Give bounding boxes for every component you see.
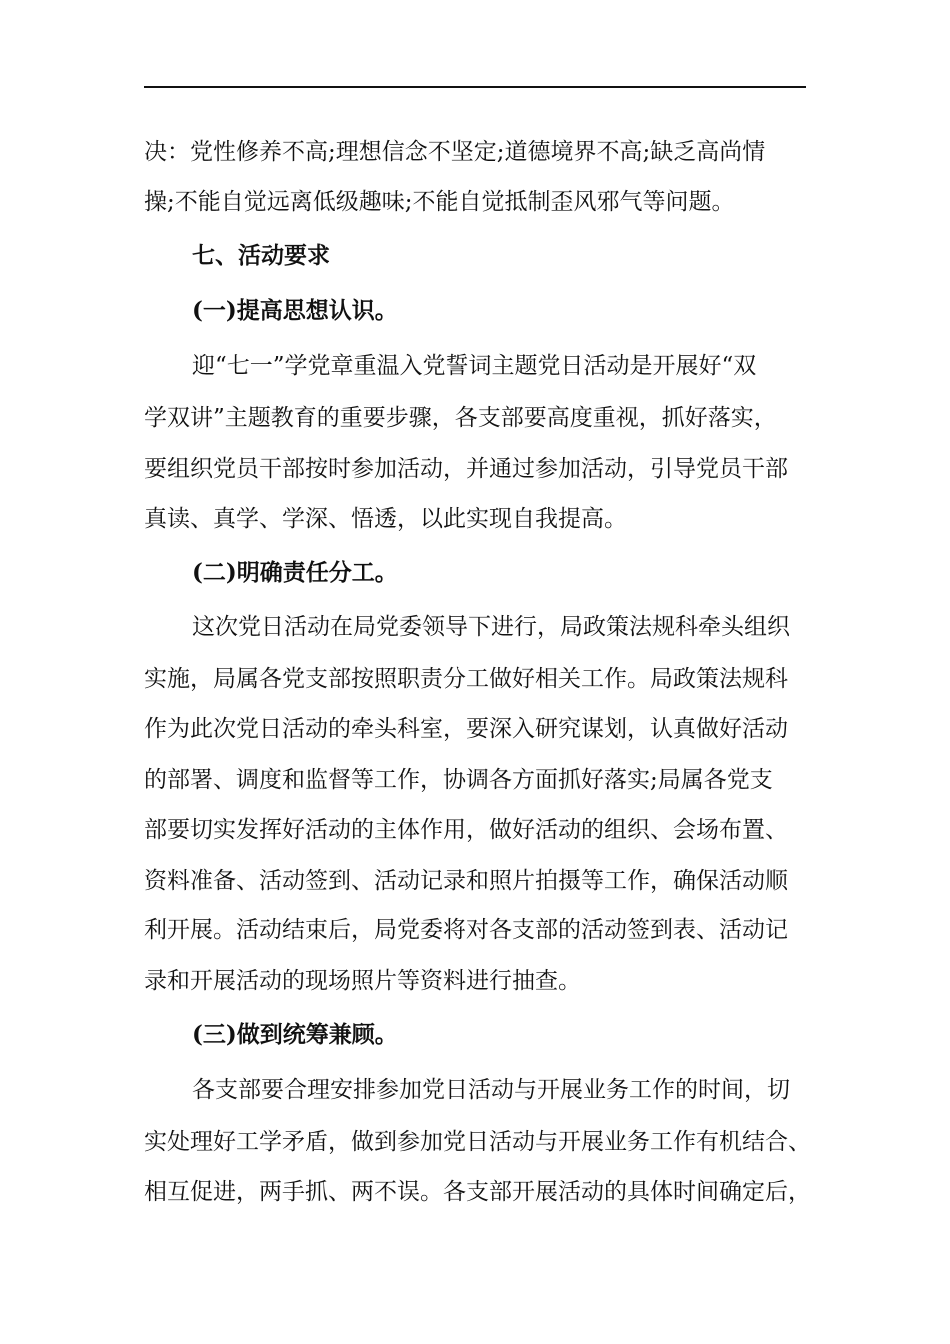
paragraph-line: 各支部要合理安排参加党日活动与开展业务工作的时间，切 bbox=[192, 1077, 790, 1103]
paragraph-line: 决：党性修养不高;理想信念不坚定;道德境界不高;缺乏高尚情 bbox=[144, 139, 766, 165]
subsection-heading: (一)提高思想认识。 bbox=[192, 297, 398, 324]
paragraph-line: 操;不能自觉远离低级趣味;不能自觉抵制歪风邪气等问题。 bbox=[144, 189, 735, 215]
paragraph-line: 这次党日活动在局党委领导下进行，局政策法规科牵头组织 bbox=[192, 614, 790, 640]
paragraph-line: 实施，局属各党支部按照职责分工做好相关工作。局政策法规科 bbox=[144, 666, 788, 692]
subsection-heading: (二)明确责任分工。 bbox=[192, 559, 398, 586]
paragraph-line: 学双讲”主题教育的重要步骤，各支部要高度重视，抓好落实， bbox=[144, 405, 777, 431]
paragraph-line: 部要切实发挥好活动的主体作用，做好活动的组织、会场布置、 bbox=[144, 817, 788, 843]
paragraph-line: 利开展。活动结束后，局党委将对各支部的活动签到表、活动记 bbox=[144, 917, 788, 943]
paragraph-line: 迎“七一”学党章重温入党誓词主题党日活动是开展好“双 bbox=[192, 353, 757, 379]
section-heading: 七、活动要求 bbox=[192, 242, 330, 269]
paragraph-line: 作为此次党日活动的牵头科室，要深入研究谋划，认真做好活动 bbox=[144, 716, 788, 742]
subsection-heading: (三)做到统筹兼顾。 bbox=[192, 1021, 398, 1048]
paragraph-line: 录和开展活动的现场照片等资料进行抽查。 bbox=[144, 968, 581, 994]
paragraph-line: 实处理好工学矛盾，做到参加党日活动与开展业务工作有机结合、 bbox=[144, 1129, 811, 1155]
paragraph-line: 相互促进，两手抓、两不误。各支部开展活动的具体时间确定后， bbox=[144, 1179, 811, 1205]
paragraph-line: 的部署、调度和监督等工作，协调各方面抓好落实;局属各党支 bbox=[144, 767, 773, 793]
paragraph-line: 资料准备、活动签到、活动记录和照片拍摄等工作，确保活动顺 bbox=[144, 868, 788, 894]
header-rule bbox=[144, 86, 806, 88]
paragraph-line: 真读、真学、学深、悟透，以此实现自我提高。 bbox=[144, 506, 627, 532]
paragraph-line: 要组织党员干部按时参加活动，并通过参加活动，引导党员干部 bbox=[144, 456, 788, 482]
